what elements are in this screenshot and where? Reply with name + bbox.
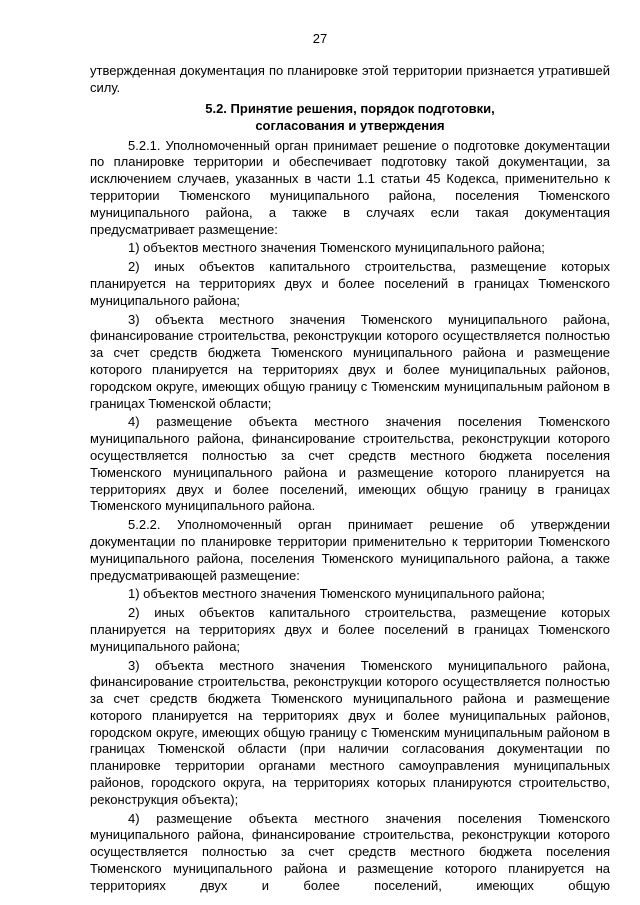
clause-5-2-1-item-4: 4) размещение объекта местного значения поселения Тюменского муниципального района, финансирование строительства, реконструкции которого осуществляется полностью за счет средств местного бюджета поселения Тюменского муниципального района и размещение которого планируется на территориях двух и более поселений, имеющих общую границу в границах Тюменского муниципального района.: [90, 414, 610, 514]
intro-paragraph: утвержденная документация по планировке этой территории признается утратившей силу.: [90, 63, 610, 95]
section-heading-line-2: согласования и утверждения: [255, 117, 445, 133]
section-heading: [90, 100, 610, 134]
clause-5-2-1-item-1: 1) объектов местного значения Тюменского муниципального района;: [128, 240, 545, 256]
clause-5-2-2: 5.2.2. Уполномоченный орган принимает решение об утверждении документации по планировке территории применительно к территории Тюменского муниципального района, поселения Тюменского муниципального района, а также предусматривающей размещение:: [90, 517, 610, 583]
clause-5-2-1-item-3: 3) объекта местного значения Тюменского муниципального района, финансирование строительства, реконструкции которого осуществляется полностью за счет средств бюджета Тюменского муниципального района и размещение которого планируется на территориях двух и более муниципальных районов, городском округе, имеющих общую границу с Тюменским муниципальным районом в границах Тюменской области;: [90, 311, 610, 411]
section-heading-line-1: 5.2. Принятие решения, порядок подготовки,: [205, 100, 495, 116]
clause-5-2-1-item-2: 2) иных объектов капитального строительства, размещение которых планируется на территориях двух и более поселений в границах Тюменского муниципального района;: [90, 259, 610, 308]
page-number: 27: [312, 31, 328, 46]
clause-5-2-2-item-1: 1) объектов местного значения Тюменского муниципального района;: [128, 586, 545, 602]
page-content: [90, 63, 610, 897]
clause-5-2-2-item-4: 4) размещение объекта местного значения поселения Тюменского муниципального района, финансирование строительства, реконструкции которого осуществляется полностью за счет средств местного бюджета поселения Тюменского муниципального района и размещение которого планируется на территориях двух и более поселений, имеющих общую: [90, 810, 610, 893]
clause-5-2-2-item-3: 3) объекта местного значения Тюменского муниципального района, финансирование строительства, реконструкции которого осуществляется полностью за счет средств бюджета Тюменского муниципального района и размещение которого планируется на территориях двух и более муниципальных районов, городском округе, имеющих общую границу с Тюменским муниципальным районом в границах Тюменской области (при наличии согласования документации по планировке территории органами местного самоуправления муниципальных районов, городского округа, на территориях которых планируются строительство, реконструкция объекта);: [90, 657, 610, 807]
clause-5-2-2-item-2: 2) иных объектов капитального строительства, размещение которых планируется на территориях двух и более поселений в границах Тюменского муниципального района;: [90, 605, 610, 654]
clause-5-2-1: 5.2.1. Уполномоченный орган принимает решение о подготовке документации по планировке территории и обеспечивает подготовку такой документации, за исключением случаев, указанных в части 1.1 статьи 45 Кодекса, применительно к территории Тюменского муниципального района, поселения Тюменского муниципального района, а также в случаях если такая документация предусматривает размещение:: [90, 137, 610, 237]
